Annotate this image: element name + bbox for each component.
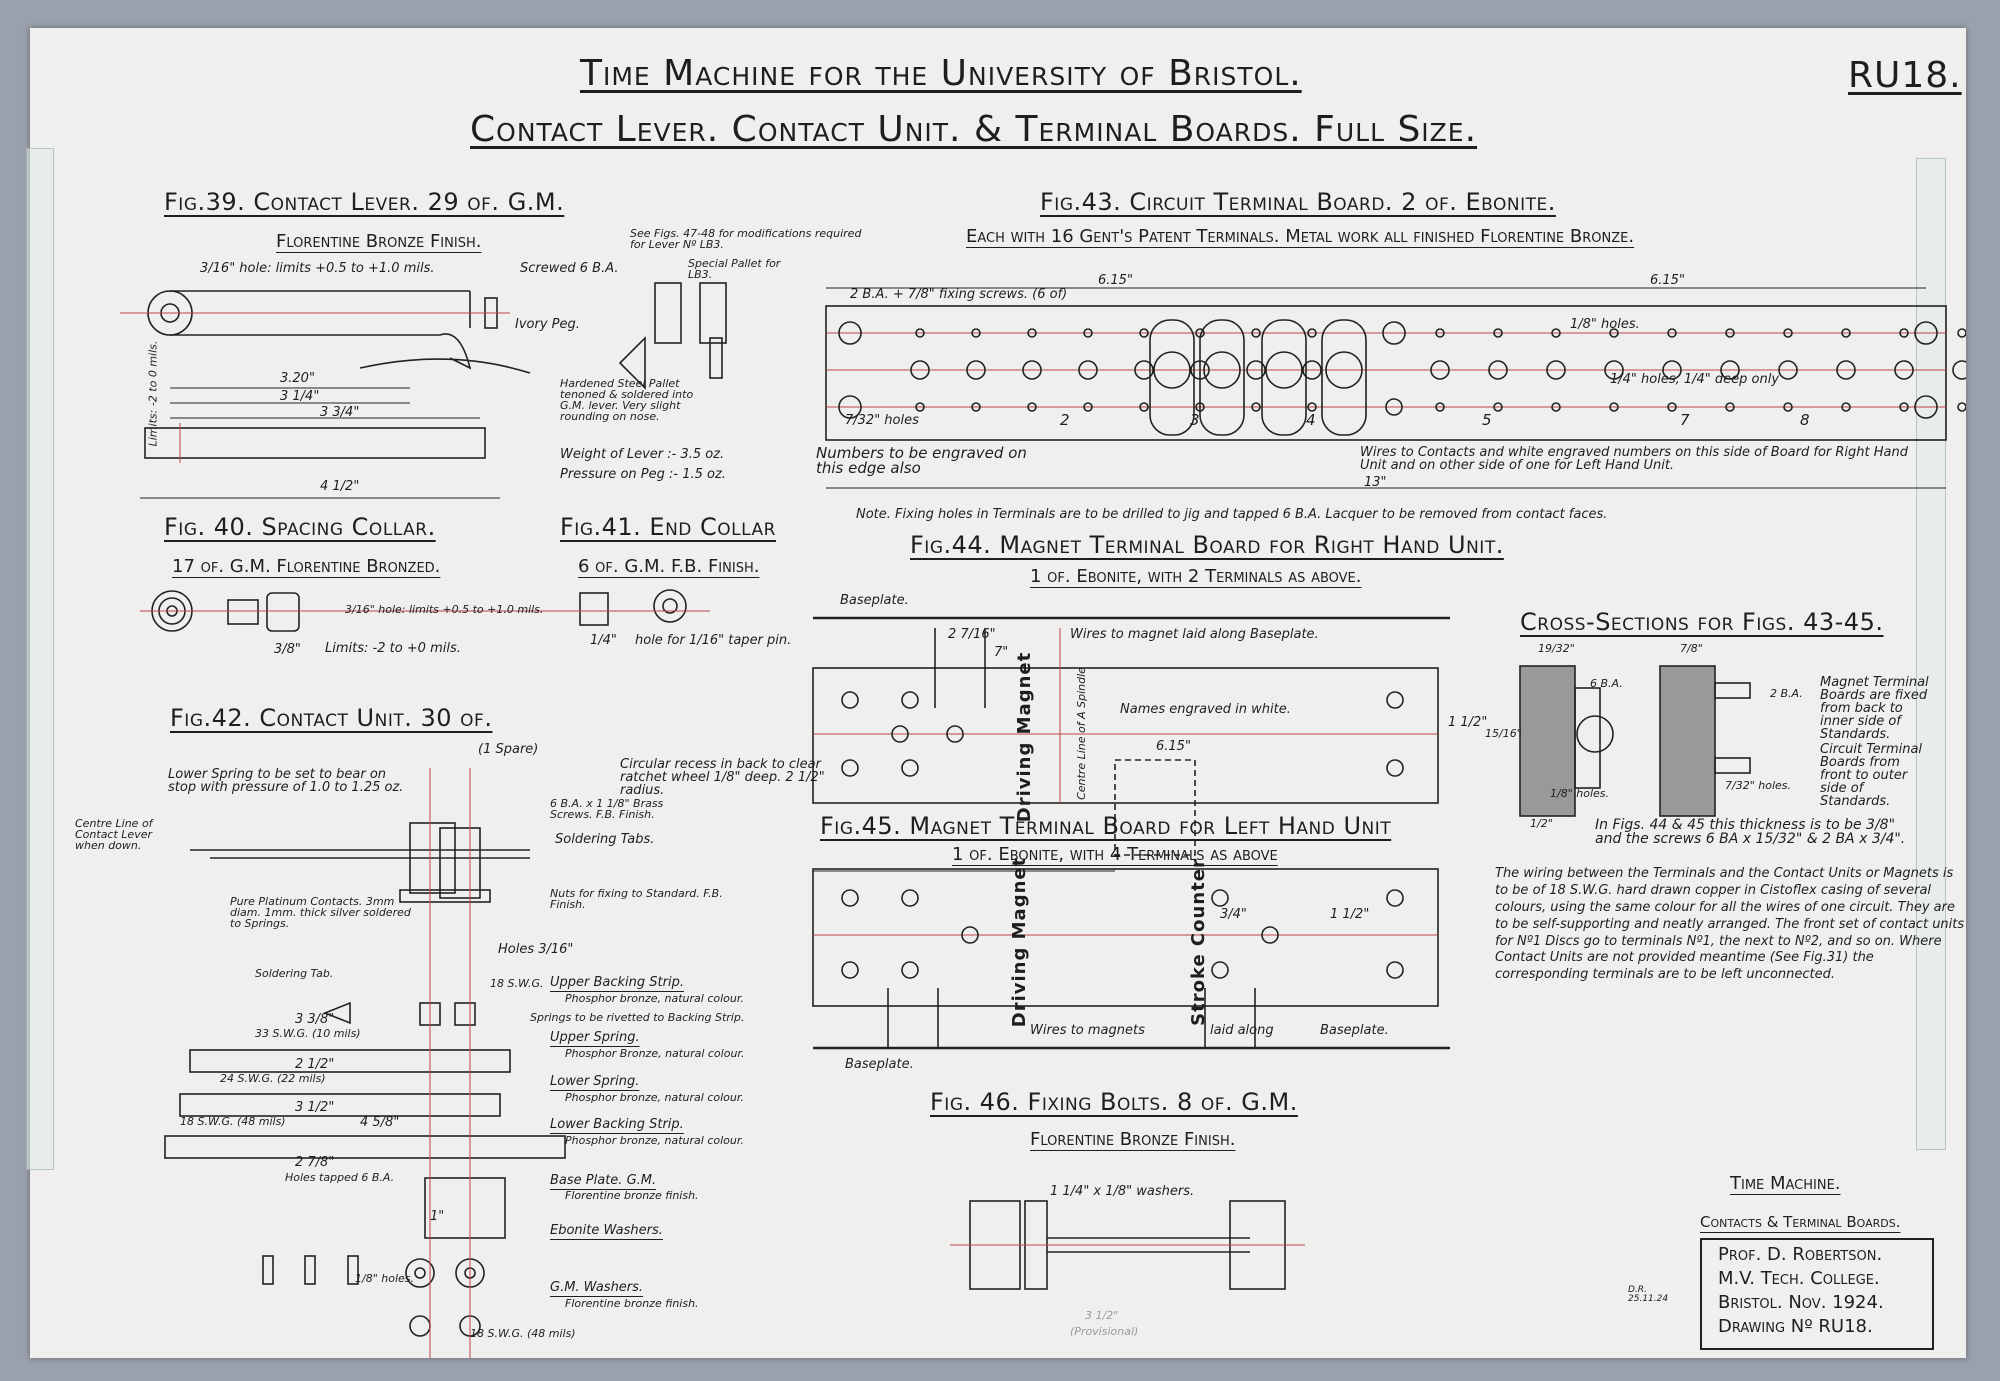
fig40-title: Fig. 40. Spacing Collar. xyxy=(164,513,436,541)
board-hole xyxy=(1387,962,1403,978)
fig42-centre-line: Centre Line of Contact Lever when down. xyxy=(75,817,153,852)
fig42-upper-spring-material: Phosphor Bronze, natural colour. xyxy=(565,1047,745,1060)
terminal-number: 4 xyxy=(1306,411,1316,429)
fig39-hole-label: 3/16" hole: limits +0.5 to +1.0 mils. xyxy=(200,261,435,276)
cross-thickness-note: In Figs. 44 & 45 this thickness is to be 3/8" and the screws 6 BA x 15/32" & 2 BA x 3/4". xyxy=(1595,817,1906,847)
board-hole xyxy=(842,890,858,906)
fig45-subtitle: 1 of. Ebonite, with 4 Terminals as above xyxy=(952,844,1278,865)
fig45-wires: Wires to magnets xyxy=(1030,1023,1145,1038)
fig43-holes-18: 1/8" holes. xyxy=(1570,317,1640,332)
fig41-title: Fig.41. End Collar xyxy=(560,513,776,541)
fig44-centre-spindle: Centre Line of A Spindle xyxy=(1074,667,1088,800)
fig43-dim-615-left: 6.15" xyxy=(1098,273,1133,288)
fig43-fixing-screws: 2 B.A. + 7/8" fixing screws. (6 of) xyxy=(850,287,1068,302)
magnet-board-left-drawing xyxy=(813,869,1450,1048)
fig39-finish: Florentine Bronze Finish. xyxy=(276,231,482,252)
contact-lever-drawing xyxy=(120,291,530,498)
pallet-drawing xyxy=(620,283,726,388)
fig46-dim-312: 3 1/2" xyxy=(1085,1309,1119,1322)
sheet-title: Time Machine for the University of Bristol. xyxy=(580,53,1302,94)
fig39-weight: Weight of Lever :- 3.5 oz. xyxy=(560,447,725,462)
fig43-dim-13: 13" xyxy=(1364,475,1387,490)
fig44-dim-2716: 2 7/16" xyxy=(948,627,996,642)
board-hole xyxy=(902,962,918,978)
fig39-ivory-peg-label: Ivory Peg. xyxy=(515,317,580,332)
title-block-line2: M.V. Tech. College. xyxy=(1718,1268,1880,1289)
fig43-holes-732: 7/32" holes xyxy=(845,413,919,428)
title-block-name: Time Machine. xyxy=(1730,1173,1841,1194)
fig42-soldering-tab: Soldering Tab. xyxy=(255,967,334,980)
fig42-gm-washers: G.M. Washers. xyxy=(550,1280,644,1295)
terminal-number: 7 xyxy=(1680,411,1690,429)
board-hole xyxy=(842,962,858,978)
fig44-dim-7: 7" xyxy=(994,645,1009,660)
cross-dim-1932: 19/32" xyxy=(1538,642,1575,655)
fig42-dim-212: 2 1/2" xyxy=(295,1057,335,1072)
fig45-dim-34: 3/4" xyxy=(1220,907,1247,922)
cross-magnet-note: Magnet Terminal Boards are fixed from back to inner side of Standards. xyxy=(1820,675,1929,742)
fig42-lower-backing: Lower Backing Strip. xyxy=(550,1117,684,1132)
fig42-dim-338: 3 3/8" xyxy=(295,1012,335,1027)
fig42-lower-spring-note: Lower Spring to be set to bear on stop with pressure of 1.0 to 1.25 oz. xyxy=(168,767,404,795)
fig45-baseplate-end: Baseplate. xyxy=(1320,1023,1389,1038)
fig41-subtitle: 6 of. G.M. F.B. Finish. xyxy=(578,556,760,577)
fixing-bolt-drawing xyxy=(950,1201,1305,1289)
title-block-line3: Bristol. Nov. 1924. xyxy=(1718,1292,1884,1313)
board-hole xyxy=(1387,890,1403,906)
fig45-dim-112: 1 1/2" xyxy=(1330,907,1370,922)
fig39-dim-320: 3.20" xyxy=(280,371,315,386)
fig44-dim-615: 6.15" xyxy=(1156,739,1191,754)
fig39-hardened-pallet-label: Hardened Steel Pallet tenoned & soldered into G.M. lever. Very slight rounding on nose. xyxy=(560,377,694,423)
drawing-number: RU18. xyxy=(1848,55,1962,96)
board-hole xyxy=(1387,760,1403,776)
fig40-subtitle: 17 of. G.M. Florentine Bronzed. xyxy=(172,556,441,577)
fig42-base-plate-finish: Florentine bronze finish. xyxy=(565,1189,699,1202)
title-block-line1: Prof. D. Robertson. xyxy=(1718,1244,1883,1265)
board-hole xyxy=(1387,692,1403,708)
fig42-ebonite-washers: Ebonite Washers. xyxy=(550,1223,663,1238)
fig42-soldering-tabs: Soldering Tabs. xyxy=(555,832,655,847)
fig45-title: Fig.45. Magnet Terminal Board for Left Hand Unit xyxy=(820,812,1392,840)
fig42-upper-spring: Upper Spring. xyxy=(550,1030,640,1045)
fig41-taper-label: hole for 1/16" taper pin. xyxy=(635,633,792,648)
fig43-numbers-note: Numbers to be engraved on this edge also xyxy=(816,444,1027,477)
cross-dim-1516: 15/16" xyxy=(1485,727,1522,740)
fig39-title: Fig.39. Contact Lever. 29 of. G.M. xyxy=(164,188,565,216)
drawing-sheet xyxy=(30,28,1966,1358)
fig42-swg18-48: 18 S.W.G. (48 mils) xyxy=(470,1327,576,1340)
terminal-number: 2 xyxy=(1060,411,1070,429)
small-hole xyxy=(1958,329,1966,337)
contact-unit-drawing xyxy=(165,768,565,1358)
fig46-provisional: (Provisional) xyxy=(1070,1325,1139,1338)
fig45-driving-magnet: Driving Magnet xyxy=(1009,856,1031,1028)
cross-6ba: 6 B.A. xyxy=(1590,677,1623,690)
fig44-recess-note: Circular recess in back to clear ratchet wheel 1/8" deep. 2 1/2" radius. xyxy=(620,757,825,798)
fig42-swg18b: 18 S.W.G. (48 mils) xyxy=(180,1115,286,1128)
cross-dim-78: 7/8" xyxy=(1680,642,1703,655)
fig45-baseplate: Baseplate. xyxy=(845,1057,914,1072)
fig42-rivetted: Springs to be rivetted to Backing Strip. xyxy=(530,1011,745,1024)
title-block-initials: D.R. 25.11.24 xyxy=(1628,1285,1669,1304)
wiring-note: The wiring between the Terminals and the Contact Units or Magnets is to be of 18 S.W.G. hard drawn copper in Cistoflex casing of several colours, using the same colour for all the wires of one circuit. They are to be self-supporting and neatly arranged. The front set of contact units for Nº1 Discs go to terminals Nº1, the next to Nº2, and so on. Where Contact Units are not provided meantime (See Fig.31) the corresponding terminals are to be left unconnected. xyxy=(1495,866,1965,983)
fig44-subtitle: 1 of. Ebonite, with 2 Terminals as above. xyxy=(1030,566,1362,587)
fig41-dim: 1/4" xyxy=(590,633,617,648)
fig42-swg18: 18 S.W.G. xyxy=(490,977,544,990)
fig42-upper-backing-material: Phosphor bronze, natural colour. xyxy=(565,992,744,1005)
board-hole xyxy=(902,890,918,906)
board-hole xyxy=(1212,962,1228,978)
fig40-limits: Limits: -2 to +0 mils. xyxy=(325,641,461,656)
fig43-title: Fig.43. Circuit Terminal Board. 2 of. Ebonite. xyxy=(1040,188,1556,216)
fig42-swg24: 24 S.W.G. (22 mils) xyxy=(220,1072,326,1085)
terminal-hole xyxy=(1953,361,1966,379)
fig42-lower-backing-material: Phosphor bronze, natural colour. xyxy=(565,1134,744,1147)
fig42-spare: (1 Spare) xyxy=(478,742,539,757)
fig46-title: Fig. 46. Fixing Bolts. 8 of. G.M. xyxy=(930,1088,1298,1116)
fig42-brass-screws: 6 B.A. x 1 1/8" Brass Screws. F.B. Finish. xyxy=(550,797,664,821)
fig39-dim-334: 3 3/4" xyxy=(320,405,360,420)
sheet-subtitle: Contact Lever. Contact Unit. & Terminal Boards. Full Size. xyxy=(470,109,1478,150)
fig40-dim: 3/8" xyxy=(274,642,301,657)
fig43-wires-note: Wires to Contacts and white engraved numbers on this side of Board for Right Hand Unit and on other side of one for Left Hand Unit. xyxy=(1360,445,1908,473)
fig44-wires: Wires to magnet laid along Baseplate. xyxy=(1070,627,1319,642)
fig39-screwed-label: Screwed 6 B.A. xyxy=(520,261,619,276)
board-hole xyxy=(1212,890,1228,906)
fig42-dim-312: 3 1/2" xyxy=(295,1100,335,1115)
terminal-number: 8 xyxy=(1800,411,1810,429)
fig39-pressure: Pressure on Peg :- 1.5 oz. xyxy=(560,467,726,482)
fig42-nuts: Nuts for fixing to Standard. F.B. Finish. xyxy=(550,887,723,911)
fig45-stroke-counter: Stroke Counter xyxy=(1187,858,1209,1026)
fig44-title: Fig.44. Magnet Terminal Board for Right Hand Unit. xyxy=(910,531,1504,559)
fig42-swg33: 33 S.W.G. (10 mils) xyxy=(255,1027,361,1040)
fig39-dim-412: 4 1/2" xyxy=(320,479,360,494)
cross-holes-732: 7/32" holes. xyxy=(1725,779,1792,792)
fig43-holes-14: 1/4" holes, 1/4" deep only xyxy=(1610,372,1780,387)
fig42-platinum-contacts: Pure Platinum Contacts. 3mm diam. 1mm. thick silver soldered to Springs. xyxy=(230,895,411,930)
fig46-washers: 1 1/4" x 1/8" washers. xyxy=(1050,1184,1195,1199)
fig39-dim-314: 3 1/4" xyxy=(280,389,320,404)
board-hole xyxy=(902,692,918,708)
fig39-modifications-note: See Figs. 47-48 for modifications required for Lever Nº LB3. xyxy=(630,227,862,251)
title-block-line4: Drawing Nº RU18. xyxy=(1718,1316,1873,1337)
cross-section-title: Cross-Sections for Figs. 43-45. xyxy=(1520,608,1884,636)
cross-circuit-note: Circuit Terminal Boards from front to outer side of Standards. xyxy=(1820,742,1923,809)
fig44-baseplate: Baseplate. xyxy=(840,593,909,608)
fig42-upper-backing: Upper Backing Strip. xyxy=(550,975,684,990)
small-hole xyxy=(1958,403,1966,411)
fig42-dim-458: 4 5/8" xyxy=(360,1115,400,1130)
fig42-holes-18: 1/8" holes. xyxy=(355,1272,415,1285)
fig42-dim-1: 1" xyxy=(430,1209,445,1224)
fig44-dim-112: 1 1/2" xyxy=(1448,715,1488,730)
board-hole xyxy=(902,760,918,776)
fig40-hole-label: 3/16" hole: limits +0.5 to +1.0 mils. xyxy=(345,603,544,616)
board-hole xyxy=(842,692,858,708)
fig42-lower-spring-material: Phosphor bronze, natural colour. xyxy=(565,1091,744,1104)
terminal-number: 5 xyxy=(1482,411,1492,429)
fig43-note: Note. Fixing holes in Terminals are to be drilled to jig and tapped 6 B.A. Lacquer to be removed from contact faces. xyxy=(856,507,1608,522)
fig39-special-pallet-label: Special Pallet for LB3. xyxy=(688,257,781,281)
fig42-title: Fig.42. Contact Unit. 30 of. xyxy=(170,704,493,732)
fig42-gm-washers-finish: Florentine bronze finish. xyxy=(565,1297,699,1310)
title-block-sub: Contacts & Terminal Boards. xyxy=(1700,1213,1901,1231)
board-hole xyxy=(842,760,858,776)
fig42-base-plate: Base Plate. G.M. xyxy=(550,1173,657,1188)
fig44-names-note: Names engraved in white. xyxy=(1120,702,1291,717)
fig46-finish: Florentine Bronze Finish. xyxy=(1030,1129,1236,1150)
fig43-dim-615-right: 6.15" xyxy=(1650,273,1685,288)
fig42-lower-spring: Lower Spring. xyxy=(550,1074,640,1089)
fig44-driving-magnet: Driving Magnet xyxy=(1014,651,1036,823)
fig45-laid-along: laid along xyxy=(1210,1023,1274,1038)
cross-2ba: 2 B.A. xyxy=(1770,687,1803,700)
fig42-dim-278: 2 7/8" xyxy=(295,1155,335,1170)
fig39-limits: Limits: -2 to 0 mils. xyxy=(146,340,160,447)
terminal-number: 3 xyxy=(1190,411,1200,429)
cross-holes-18: 1/8" holes. xyxy=(1550,787,1610,800)
cross-dim-12: 1/2" xyxy=(1530,817,1553,830)
fig42-holes-316: Holes 3/16" xyxy=(498,942,574,957)
fig42-holes-tapped: Holes tapped 6 B.A. xyxy=(285,1171,395,1184)
fig43-subtitle: Each with 16 Gent's Patent Terminals. Metal work all finished Florentine Bronze. xyxy=(966,226,1635,247)
